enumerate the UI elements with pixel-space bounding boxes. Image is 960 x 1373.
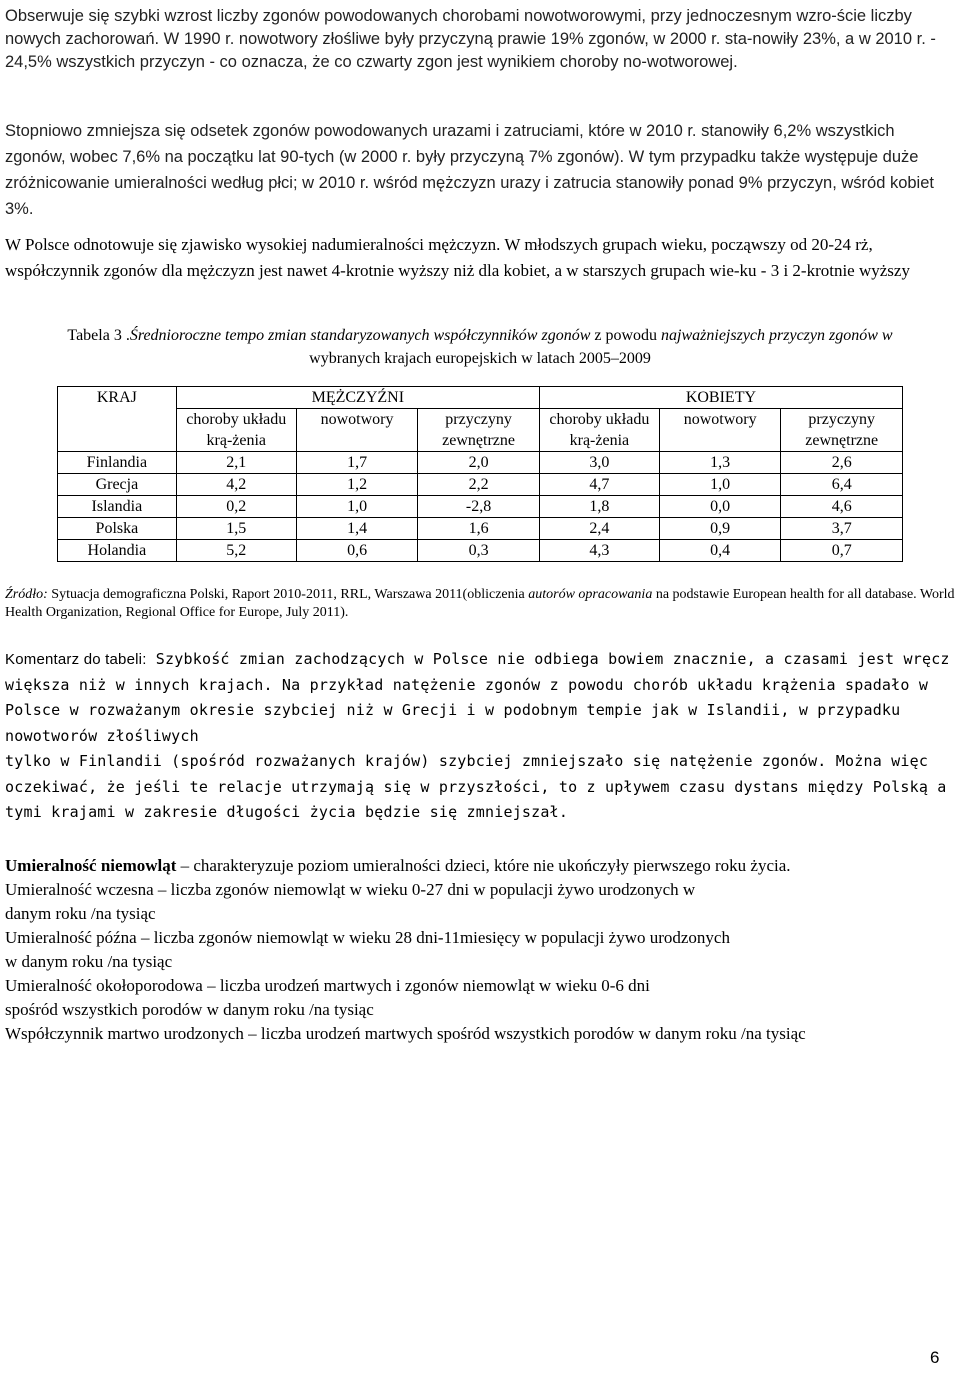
source-italic: autorów opracowania xyxy=(528,587,653,602)
page-number: 6 xyxy=(930,1348,940,1367)
definition-stillbirth-rate: Współczynnik martwo urodzonych – liczba urodzeń martwych spośród wszystkich porodów w danym roku /na tysiąc xyxy=(5,1024,806,1043)
value-cell: 3,0 xyxy=(539,452,659,474)
value-cell: 2,4 xyxy=(539,518,659,540)
definition-early-mortality-cont: danym roku /na tysiąc xyxy=(5,904,156,923)
value-cell: 1,7 xyxy=(296,452,418,474)
definition-infant-mortality xyxy=(5,854,960,878)
comment-text-2: tylko w Finlandii (spośród rozważanych krajów) szybciej zmniejszało się natężenie zgonów. Można więc oczekiwać, że jeśli te relacje utrzymają się w przyszłości, to z upływem czasu dystans między Polską a tymi krajami w zakresie długości życia będzie się zmniejszał. xyxy=(5,752,947,821)
country-cell: Finlandia xyxy=(58,452,177,474)
country-cell: Islandia xyxy=(58,496,177,518)
value-cell: 1,6 xyxy=(418,518,540,540)
subheader-cell: nowotwory xyxy=(296,409,418,452)
paragraph-injuries-poisonings: Stopniowo zmniejsza się odsetek zgonów powodowanych urazami i zatruciami, które w 2010 r. stanowiły 6,2% wszystkich zgonów, wobec 7,6% na początku lat 90-tych (w 2000 r. były przyczyną 7% zgonów). W tym przypadku także występuje duże zróżnicowanie umieralności według płci; w 2010 r. wśród mężczyzn urazy i zatrucia stanowiły ponad 9% przyczyn, wśród kobiet 3%. xyxy=(5,122,934,218)
value-cell: 6,4 xyxy=(781,474,903,496)
value-cell: 0,7 xyxy=(781,540,903,562)
value-cell: 2,2 xyxy=(418,474,540,496)
value-cell: 5,2 xyxy=(176,540,296,562)
source-label: Źródło: xyxy=(5,587,48,602)
country-cell: Grecja xyxy=(58,474,177,496)
value-cell: 4,6 xyxy=(781,496,903,518)
value-cell: 0,4 xyxy=(659,540,781,562)
definitions-block xyxy=(5,854,960,1046)
paragraph-male-overmortality: W Polsce odnotowuje się zjawisko wysokiej nadumieralności mężczyzn. W młodszych grupach wieku, począwszy od 20-24 rż, współczynnik zgonów dla mężczyzn jest nawet 4-krotnie wyższy niż dla kobiet, a w starszych grupach wie-ku - 3 i 2-krotnie wyższy xyxy=(5,235,910,280)
value-cell: 4,2 xyxy=(176,474,296,496)
table-header-row xyxy=(58,387,903,409)
caption-italic-2: najważniejszych przyczyn zgonów w xyxy=(661,327,893,344)
value-cell: 2,6 xyxy=(781,452,903,474)
value-cell: 2,0 xyxy=(418,452,540,474)
definition-late-mortality: Umieralność późna – liczba zgonów niemowląt w wieku 28 dni-11miesięcy w populacji żywo urodzonych xyxy=(5,928,730,947)
header-country: KRAJ xyxy=(58,387,177,452)
source-text-1: Sytuacja demograficzna Polski, Raport 2010-2011, RRL, Warszawa 2011(obliczenia xyxy=(47,587,529,602)
value-cell: 0,0 xyxy=(659,496,781,518)
country-cell: Holandia xyxy=(58,540,177,562)
table-comment xyxy=(5,647,960,826)
value-cell: 4,3 xyxy=(539,540,659,562)
comment-label: Komentarz do tabeli: xyxy=(5,651,147,668)
table-row xyxy=(58,452,903,474)
caption-plain: z powodu xyxy=(590,327,662,344)
caption-line-2: wybranych krajach europejskich w latach 2005–2009 xyxy=(309,350,651,367)
comment-text: Szybkość zmian zachodzących w Polsce nie odbiega bowiem znacznie, a czasami jest wręcz większa niż w innych krajach. Na przykład natężenie zgonów z powodu chorób układu krążenia spadało w Polsce w rozważanym okresie szybciej niż w Grecji i w podobnym tempie jak w Islandii, w przypadku nowotworów złośliwych xyxy=(5,650,950,745)
definition-late-mortality-cont: w danym roku /na tysiąc xyxy=(5,952,173,971)
paragraph-cancer-deaths: Obserwuje się szybki wzrost liczby zgonów powodowanych chorobami nowotworowymi, przy jednoczesnym wzro-ście liczby nowych zachorowań. W 1990 r. nowotwory złośliwe były przyczyną prawie 19% zgonów, w 2000 r. sta-nowiły 23%, a w 2010 r. - 24,5% wszystkich przyczyn - co oznacza, że co czwarty zgon jest wynikiem choroby no-wotworowej. xyxy=(5,7,936,71)
definition-text: – charakteryzuje poziom umieralności dzieci, które nie ukończyły pierwszego roku życia. xyxy=(176,856,791,875)
table-row xyxy=(58,518,903,540)
subheader-cell: przyczyny zewnętrzne xyxy=(781,409,903,452)
subheader-cell: nowotwory xyxy=(659,409,781,452)
value-cell: 1,8 xyxy=(539,496,659,518)
value-cell: 0,9 xyxy=(659,518,781,540)
value-cell: 1,2 xyxy=(296,474,418,496)
value-cell: 1,5 xyxy=(176,518,296,540)
value-cell: 1,0 xyxy=(659,474,781,496)
country-cell: Polska xyxy=(58,518,177,540)
header-women: KOBIETY xyxy=(539,387,902,409)
table-subheader-row xyxy=(58,409,903,452)
value-cell: 2,1 xyxy=(176,452,296,474)
table-row xyxy=(58,474,903,496)
value-cell: 1,3 xyxy=(659,452,781,474)
table-row xyxy=(58,496,903,518)
definition-perinatal-mortality: Umieralność okołoporodowa – liczba urodzeń martwych i zgonów niemowląt w wieku 0-6 dni xyxy=(5,976,650,995)
subheader-cell: choroby układu krą-żenia xyxy=(539,409,659,452)
mortality-change-table xyxy=(57,386,903,562)
caption-italic-1: Średnioroczne tempo zmian standaryzowanych współczynników zgonów xyxy=(129,327,591,344)
value-cell: 4,7 xyxy=(539,474,659,496)
value-cell: 0,3 xyxy=(418,540,540,562)
source-text-2: na podstawie European health for all database. World Health Organization, Regional Office for Europe, July 2011). xyxy=(5,587,955,620)
value-cell: 0,6 xyxy=(296,540,418,562)
value-cell: 1,0 xyxy=(296,496,418,518)
definition-term: Umieralność niemowląt xyxy=(5,856,177,875)
header-men: MĘŻCZYŹNI xyxy=(176,387,539,409)
definition-early-mortality: Umieralność wczesna – liczba zgonów niemowląt w wieku 0-27 dni w populacji żywo urodzonych w xyxy=(5,880,696,899)
definition-perinatal-mortality-cont: spośród wszystkich porodów w danym roku /na tysiąc xyxy=(5,1000,374,1019)
value-cell: 3,7 xyxy=(781,518,903,540)
table-row xyxy=(58,540,903,562)
value-cell: 1,4 xyxy=(296,518,418,540)
subheader-cell: choroby układu krą-żenia xyxy=(176,409,296,452)
table-source-note xyxy=(5,586,955,622)
value-cell: 0,2 xyxy=(176,496,296,518)
subheader-cell: przyczyny zewnętrzne xyxy=(418,409,540,452)
table-caption xyxy=(5,324,955,370)
caption-label: Tabela 3 . xyxy=(67,327,130,344)
value-cell: -2,8 xyxy=(418,496,540,518)
